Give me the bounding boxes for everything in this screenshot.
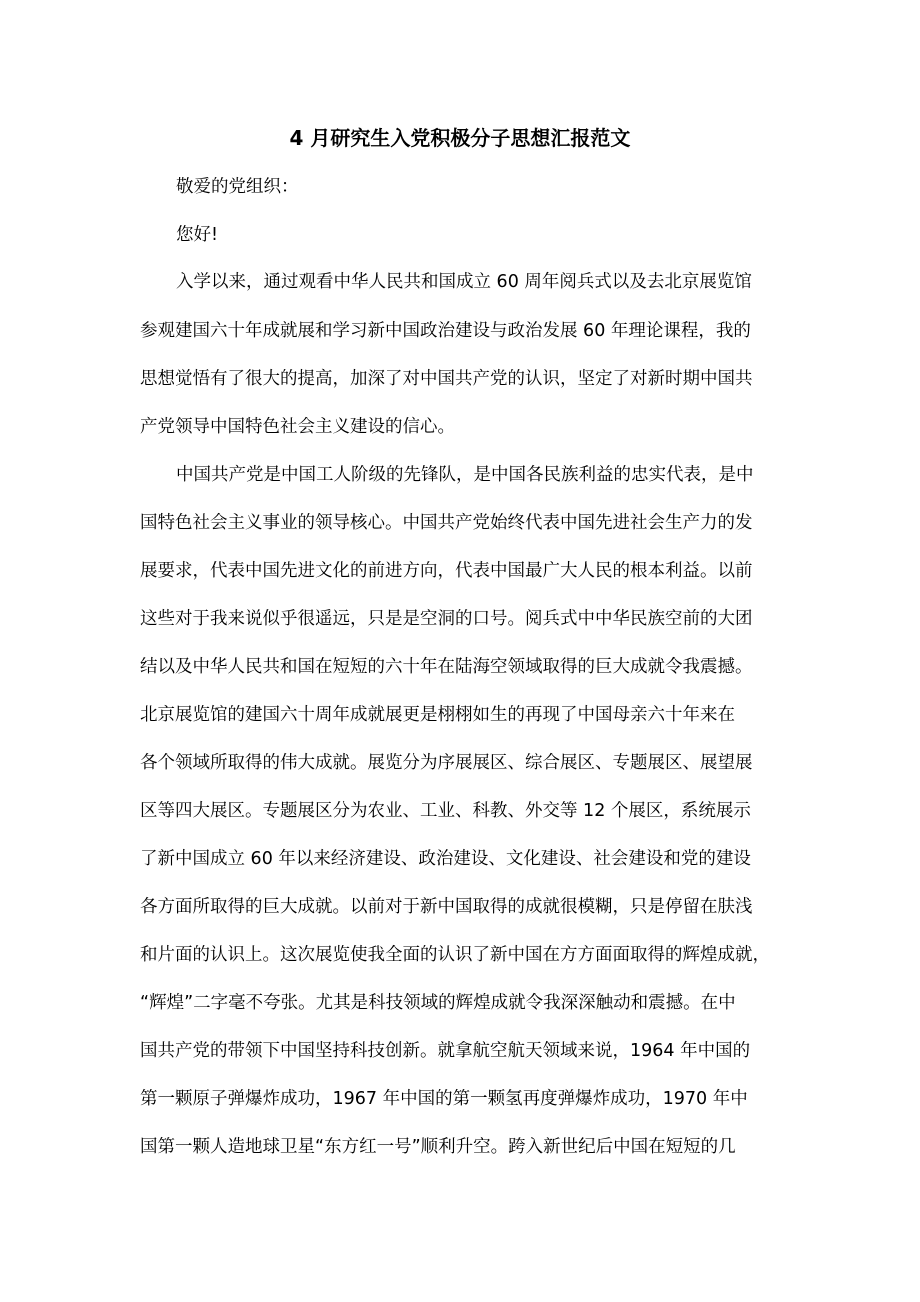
paragraph-2-line-3: 展要求，代表中国先进文化的前进方向，代表中国最广大人民的根本利益。以前	[140, 561, 753, 581]
paragraph-1-line-3: 思想觉悟有了很大的提高，加深了对中国共产党的认识，坚定了对新时期中国共	[140, 369, 753, 389]
paragraph-2-line-12: “辉煌”二字毫不夸张。尤其是科技领域的辉煌成就令我深深触动和震撼。在中	[140, 993, 736, 1013]
document-title: 4 月研究生入党积极分子思想汇报范文	[289, 126, 631, 150]
paragraph-2-line-9: 了新中国成立 60 年以来经济建设、政治建设、文化建设、社会建设和党的建设	[140, 849, 751, 869]
paragraph-2-line-1: 中国共产党是中国工人阶级的先锋队，是中国各民族利益的忠实代表，是中	[176, 465, 754, 485]
paragraph-2-line-5: 结以及中华人民共和国在短短的六十年在陆海空领域取得的巨大成就令我震撼。	[140, 657, 753, 677]
salutation-line: 敬爱的党组织：	[176, 177, 299, 197]
paragraph-2-line-10: 各方面所取得的巨大成就。以前对于新中国取得的成就很模糊，只是停留在肤浅	[140, 897, 753, 917]
paragraph-2-line-14: 第一颗原子弹爆炸成功，1967 年中国的第一颗氢再度弹爆炸成功，1970 年中	[140, 1089, 748, 1109]
paragraph-2-line-13: 国共产党的带领下中国坚持科技创新。就拿航空航天领域来说，1964 年中国的	[140, 1041, 751, 1061]
paragraph-2-line-8: 区等四大展区。专题展区分为农业、工业、科教、外交等 12 个展区，系统展示	[140, 801, 751, 821]
paragraph-2-line-15: 国第一颗人造地球卫星“东方红一号”顺利升空。跨入新世纪后中国在短短的几	[140, 1137, 736, 1157]
paragraph-2-line-11: 和片面的认识上。这次展览使我全面的认识了新中国在方方面面取得的辉煌成就，	[140, 945, 770, 965]
greeting-line: 您好!	[176, 225, 219, 245]
paragraph-2-line-6: 北京展览馆的建国六十周年成就展更是栩栩如生的再现了中国母亲六十年来在	[140, 705, 735, 725]
paragraph-1-line-2: 参观建国六十年成就展和学习新中国政治建设与政治发展 60 年理论课程，我的	[140, 321, 751, 341]
paragraph-2-line-2: 国特色社会主义事业的领导核心。中国共产党始终代表中国先进社会生产力的发	[140, 513, 753, 533]
paragraph-1-line-4: 产党领导中国特色社会主义建设的信心。	[140, 417, 455, 437]
paragraph-2-line-7: 各个领域所取得的伟大成就。展览分为序展展区、综合展区、专题展区、展望展	[140, 753, 753, 773]
paragraph-1-line-1: 入学以来，通过观看中华人民共和国成立 60 周年阅兵式以及去北京展览馆	[176, 272, 752, 292]
paragraph-2-line-4: 这些对于我来说似乎很遥远，只是是空洞的口号。阅兵式中中华民族空前的大团	[140, 609, 753, 629]
